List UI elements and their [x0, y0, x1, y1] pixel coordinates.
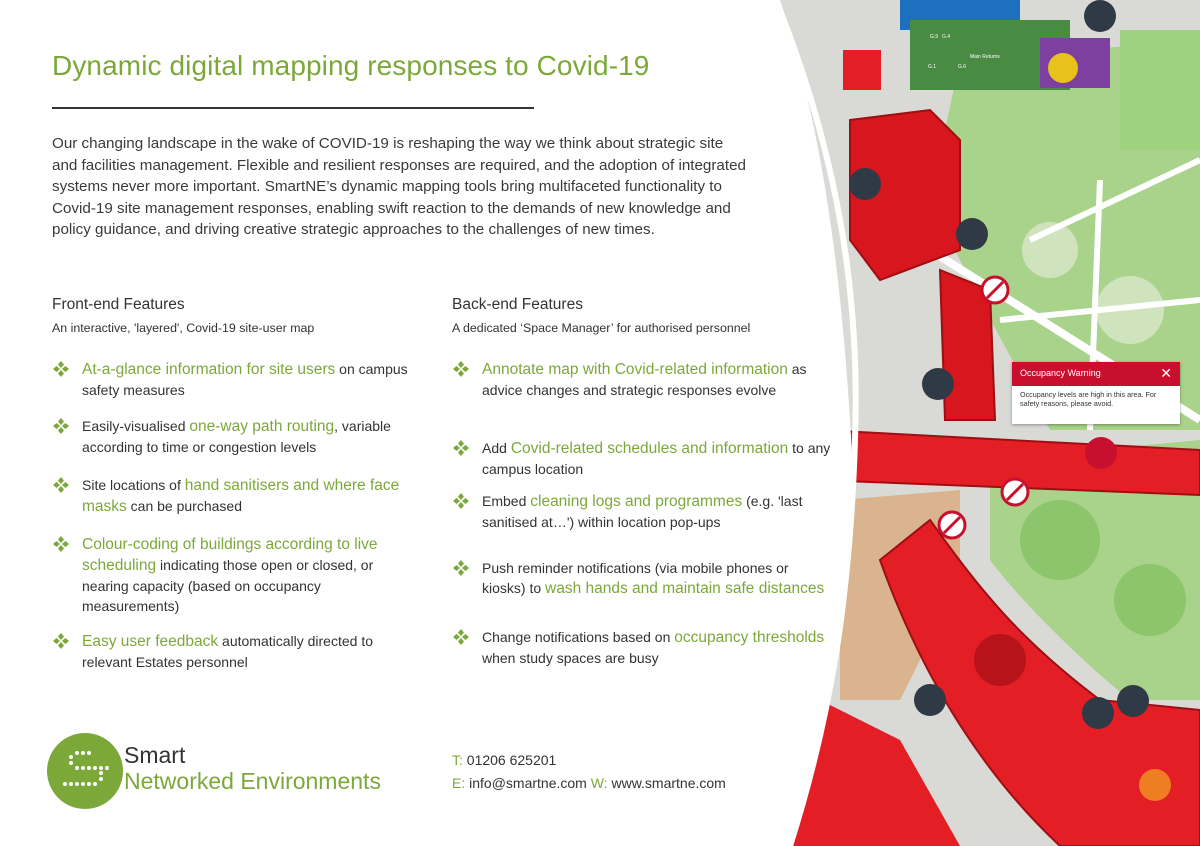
- website-link[interactable]: www.smartne.com: [611, 775, 726, 791]
- back-feature-text: Change notifications based on occupancy thresholds when study spaces are busy: [482, 629, 825, 666]
- svg-text:G.4: G.4: [942, 34, 951, 40]
- front-end-subheading: An interactive, 'layered', Covid-19 site-user map: [52, 321, 315, 335]
- diamond-bullet-icon: [452, 559, 470, 577]
- diamond-bullet-icon: [52, 476, 70, 494]
- popup-title: Occupancy Warning: [1020, 368, 1101, 378]
- close-icon[interactable]: ✕: [1160, 365, 1172, 381]
- front-feature-text: Colour-coding of buildings according to live scheduling indicating those open or closed, or nearing capacity (based on occupancy measurements): [82, 536, 378, 614]
- contact-email-web: E: info@smartne.com W: www.smartne.com: [452, 775, 726, 791]
- diamond-bullet-icon: [452, 492, 470, 510]
- front-feature-text: Easily-visualised one-way path routing, variable according to time or congestion levels: [82, 418, 391, 455]
- feature-highlight: Annotate map with Covid-related information: [482, 361, 788, 378]
- diamond-bullet-icon: [52, 360, 70, 378]
- brand-name-line2: Networked Environments: [124, 768, 381, 794]
- front-feature-text: At-a-glance information for site users on campus safety measures: [82, 361, 408, 398]
- back-feature-text: Embed cleaning logs and programmes (e.g. 'last sanitised at…') within location pop-ups: [482, 493, 803, 530]
- diamond-bullet-icon: [52, 632, 70, 650]
- feature-highlight: wash hands and maintain safe distances: [545, 580, 825, 597]
- diamond-bullet-icon: [52, 535, 70, 553]
- contact-phone: T: 01206 625201: [452, 752, 557, 768]
- title-divider: [52, 107, 534, 109]
- occupancy-warning-popup[interactable]: [1012, 362, 1180, 424]
- back-feature-text: Push reminder notifications (via mobile phones or kiosks) to wash hands and maintain safe distances: [482, 560, 825, 597]
- popup-message: Occupancy levels are high in this area. For safety reasons, please avoid.: [1020, 390, 1157, 408]
- back-feature-text: Add Covid-related schedules and information to any campus location: [482, 440, 831, 477]
- smartne-logo-icon: [46, 732, 124, 810]
- feature-highlight: Colour-coding of buildings according to live scheduling: [82, 536, 378, 574]
- feature-highlight: Covid-related schedules and information: [510, 440, 789, 457]
- brand-name-line1: Smart: [124, 742, 186, 768]
- front-feature-text: Easy user feedback automatically directed to relevant Estates personnel: [82, 633, 373, 670]
- page-title: Dynamic digital mapping responses to Covid-19: [52, 50, 650, 81]
- feature-highlight: hand sanitisers and where face masks: [82, 477, 400, 515]
- intro-paragraph: Our changing landscape in the wake of COVID-19 is reshaping the way we think about strategic site and facilities management. Flexible and resilient responses are required, and the adoption of integrated systems never more important. SmartNE’s dynamic mapping tools bring multifaceted functionality to Covid-19 site management responses, enabling swift reaction to the demands of new knowledge and policy guidance, and driving creative strategic approaches to the challenges of new times.: [52, 135, 746, 239]
- diamond-bullet-icon: [452, 628, 470, 646]
- diamond-bullet-icon: [452, 360, 470, 378]
- diamond-bullet-icon: [52, 417, 70, 435]
- svg-text:G.6: G.6: [958, 64, 967, 70]
- diamond-bullet-icon: [452, 439, 470, 457]
- back-feature-text: Annotate map with Covid-related information as advice changes and strategic responses evolve: [482, 361, 807, 398]
- feature-highlight: occupancy thresholds: [674, 629, 825, 646]
- front-feature-text: Site locations of hand sanitisers and where face masks can be purchased: [82, 477, 400, 515]
- svg-text:G.1: G.1: [928, 64, 937, 70]
- feature-highlight: cleaning logs and programmes: [530, 493, 743, 510]
- feature-highlight: At-a-glance information for site users: [82, 361, 336, 378]
- feature-highlight: Easy user feedback: [82, 633, 219, 650]
- back-end-subheading: A dedicated ‘Space Manager’ for authorised personnel: [452, 321, 751, 335]
- popup-header: [1012, 362, 1180, 386]
- map-label-main: Main Returns: [970, 54, 1000, 60]
- svg-text:G.9: G.9: [930, 34, 939, 40]
- feature-highlight: one-way path routing: [189, 418, 335, 435]
- back-end-heading: Back-end Features: [452, 296, 583, 313]
- email-link[interactable]: info@smartne.com: [469, 775, 587, 791]
- front-end-heading: Front-end Features: [52, 296, 185, 313]
